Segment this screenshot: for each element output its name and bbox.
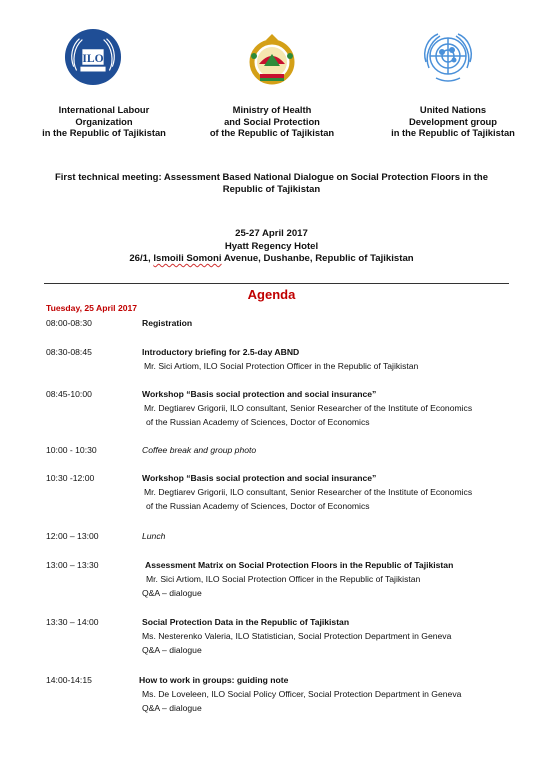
session-speaker: Ms. Nesterenko Valeria, ILO Statistician, Social Protection Department in Geneva	[142, 631, 452, 641]
event-dates: 25-27 April 2017	[235, 228, 308, 239]
org-ministry: Ministry of Health and Social Protection of the Republic of Tajikistan	[209, 104, 335, 138]
session-title: Workshop “Basis social protection and social insurance”	[142, 389, 377, 399]
session-qa: Q&A – dialogue	[142, 588, 202, 598]
session-title: Registration	[142, 318, 193, 328]
venue-block	[40, 228, 503, 266]
session-title: Introductory briefing for 2.5-day ABND	[142, 347, 300, 357]
address: 26/1, Ismoili Somoni Avenue, Dushanbe, Republic of Tajikistan	[129, 253, 414, 264]
session-time: 14:00-14:15	[46, 675, 92, 685]
session-title: Social Protection Data in the Republic of Tajikistan	[142, 617, 350, 627]
session-time: 13:00 – 13:30	[46, 560, 99, 570]
tajikistan-emblem	[242, 28, 302, 88]
session-title: How to work in groups: guiding note	[139, 675, 289, 685]
session-speaker: Mr. Degtiarev Grigorii, ILO consultant, Senior Researcher of the Institute of Economics	[144, 403, 473, 413]
session-speaker: Mr. Degtiarev Grigorii, ILO consultant, Senior Researcher of the Institute of Economics	[144, 487, 473, 497]
agenda-heading: Agenda	[247, 287, 296, 302]
session-speaker: Mr. Sici Artiom, ILO Social Protection Officer in the Republic of Tajikistan	[146, 574, 421, 584]
hotel-name: Hyatt Regency Hotel	[224, 240, 319, 252]
divider	[44, 283, 509, 284]
session-speaker: Ms. De Loveleen, ILO Social Policy Officer, Social Protection Department in Geneva	[142, 689, 462, 699]
org-undg: United Nations Development group in the Republic of Tajikistan	[391, 104, 515, 138]
org-ilo: International Labour Organization in the Republic of Tajikistan	[42, 104, 166, 138]
session-speaker: Mr. Sici Artiom, ILO Social Protection Officer in the Republic of Tajikistan	[144, 361, 419, 371]
session-time: 13:30 – 14:00	[46, 617, 99, 627]
session-time: 08:45-10:00	[46, 389, 92, 399]
day-label: Tuesday, 25 April 2017	[46, 303, 138, 313]
session-title: Lunch	[142, 531, 166, 541]
session-time: 12:00 – 13:00	[46, 531, 99, 541]
session-time: 10:30 -12:00	[46, 473, 95, 483]
session-qa: Q&A – dialogue	[142, 645, 202, 655]
session-qa: Q&A – dialogue	[142, 703, 202, 713]
session-title: Workshop “Basis social protection and social insurance”	[142, 473, 377, 483]
session-time: 10:00 - 10:30	[46, 445, 97, 455]
meeting-title: First technical meeting: Assessment Based National Dialogue on Social Protection Floors in the Republic of Tajikistan	[54, 172, 489, 195]
un-emblem	[418, 28, 478, 88]
ilo-logo-lettering: ILO	[82, 51, 104, 65]
session-time: 08:30-08:45	[46, 347, 92, 357]
session-title: Assessment Matrix on Social Protection Floors in the Republic of Tajikistan	[145, 560, 454, 570]
ilo-logo	[64, 28, 122, 86]
session-time: 08:00-08:30	[46, 318, 92, 328]
session-title: Coffee break and group photo	[142, 445, 257, 455]
session-speaker-cont: of the Russian Academy of Sciences, Doctor of Economics	[146, 501, 370, 511]
session-speaker-cont: of the Russian Academy of Sciences, Doctor of Economics	[146, 417, 370, 427]
